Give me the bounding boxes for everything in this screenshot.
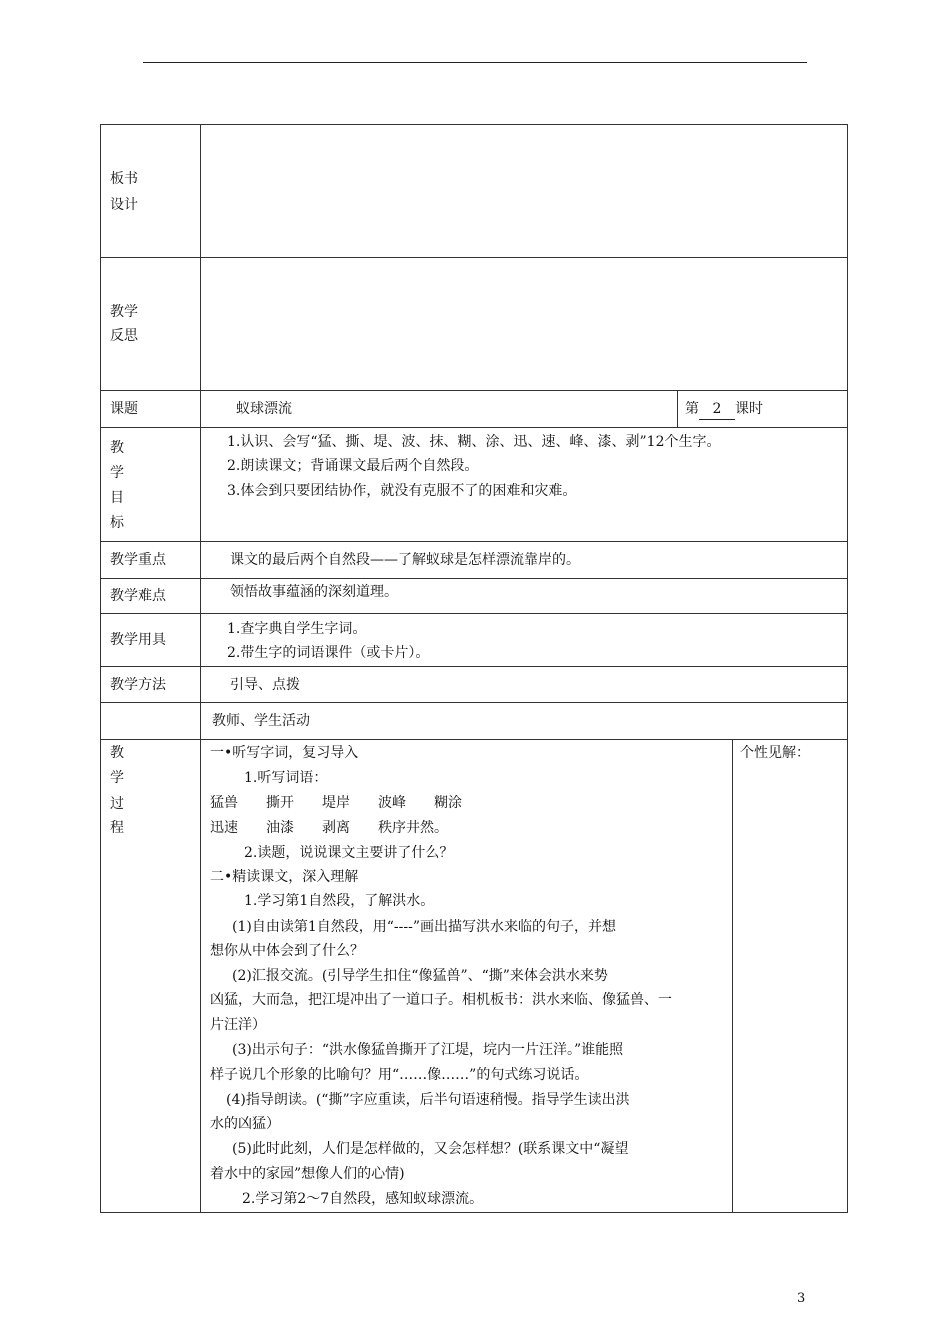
side-notes-label: 个性见解： — [740, 745, 810, 761]
method-value: 引导、点拨 — [230, 677, 300, 693]
goals-label-char: 目 — [110, 490, 124, 506]
process-label-char: 过 — [110, 796, 124, 812]
process-content-cell — [200, 739, 733, 1213]
tool-item: 1.查字典自学生字词。 — [227, 621, 367, 637]
page-number: 3 — [797, 1291, 806, 1306]
process-label-cell — [100, 739, 201, 1213]
difficulty-value: 领悟故事蕴涵的深刻道理。 — [230, 584, 398, 600]
board-label-line2: 设计 — [110, 197, 138, 213]
period-cell — [677, 390, 848, 428]
side-notes-cell — [732, 739, 848, 1213]
goal-item: 2.朗读课文；背诵课文最后两个自然段。 — [227, 458, 479, 474]
activity-header-cell — [200, 702, 848, 740]
tools-content-cell — [200, 613, 848, 667]
reflection-label-line2: 反思 — [110, 328, 138, 344]
process-line: (1)自由读第1自然段，用“----”画出描写洪水来临的句子，并想 — [232, 919, 616, 935]
process-line: (2)汇报交流。(引导学生扣住“像猛兽”、“撕”来体会洪水来势 — [232, 968, 608, 984]
method-label-cell — [100, 666, 201, 703]
process-line: 着水中的家园”想像人们的心情) — [210, 1166, 405, 1182]
process-label-char: 程 — [110, 820, 124, 836]
goal-item: 1.认识、会写“猛、撕、堤、波、抹、糊、涂、迅、速、峰、漆、剥”12个生字。 — [227, 434, 721, 450]
topic-label: 课题 — [110, 401, 138, 417]
topic-label-cell — [100, 390, 201, 428]
process-line: 2.学习第2～7自然段，感知蚁球漂流。 — [242, 1191, 484, 1207]
process-line: 想你从中体会到了什么？ — [210, 943, 364, 959]
process-line: 二•精读课文，深入理解 — [210, 869, 359, 885]
board-label-cell — [100, 124, 201, 258]
process-line: (3)出示句子：“洪水像猛兽撕开了江堤，垸内一片汪洋。”谁能照 — [232, 1042, 624, 1058]
process-line: 迅速 油漆 剥离 秩序井然。 — [210, 820, 448, 836]
process-line: (4)指导朗读。(“撕”字应重读，后半句语速稍慢。指导学生读出洪 — [226, 1092, 630, 1108]
board-content-cell — [200, 124, 848, 258]
activity-blank-cell — [100, 702, 201, 740]
goals-content-cell — [200, 427, 848, 542]
goals-label-char: 教 — [110, 440, 124, 456]
tools-label-cell — [100, 613, 201, 667]
difficulty-value-cell — [200, 578, 848, 614]
goals-label-char: 学 — [110, 465, 124, 481]
reflection-content-cell — [200, 257, 848, 391]
activity-header: 教师、学生活动 — [212, 713, 310, 729]
process-line: 片汪洋） — [210, 1017, 266, 1033]
board-label-line1: 板书 — [110, 171, 138, 187]
process-line: 1.听写词语： — [244, 770, 328, 786]
process-line: 水的凶猛） — [210, 1116, 280, 1132]
reflection-label-cell — [100, 257, 201, 391]
process-label-char: 教 — [110, 745, 124, 761]
tool-item: 2.带生字的词语课件（或卡片）。 — [227, 645, 430, 661]
method-label: 教学方法 — [110, 677, 166, 693]
reflection-label-line1: 教学 — [110, 304, 138, 320]
period-number: 2 — [699, 399, 735, 420]
header-rule — [143, 62, 807, 63]
keypoint-value-cell — [200, 541, 848, 579]
keypoint-label: 教学重点 — [110, 552, 166, 568]
tools-label: 教学用具 — [110, 632, 166, 648]
process-label-char: 学 — [110, 770, 124, 786]
process-line: 1.学习第1自然段，了解洪水。 — [244, 893, 435, 909]
process-line: 2.读题，说说课文主要讲了什么？ — [244, 845, 454, 861]
goals-label-cell — [100, 427, 201, 542]
period-label — [685, 399, 763, 420]
topic-value: 蚁球漂流 — [236, 401, 292, 417]
period-suffix: 课时 — [735, 401, 763, 417]
difficulty-label-cell — [100, 578, 201, 614]
topic-value-cell — [200, 390, 678, 428]
keypoint-value: 课文的最后两个自然段——了解蚁球是怎样漂流靠岸的。 — [230, 552, 580, 568]
difficulty-label: 教学难点 — [110, 588, 166, 604]
keypoint-label-cell — [100, 541, 201, 579]
process-line: 样子说几个形象的比喻句？用“……像……”的句式练习说话。 — [210, 1067, 589, 1083]
process-line: 猛兽 撕开 堤岸 波峰 糊涂 — [210, 795, 462, 811]
goal-item: 3.体会到只要团结协作，就没有克服不了的困难和灾难。 — [227, 483, 577, 499]
process-line: 一•听写字词，复习导入 — [210, 745, 359, 761]
method-value-cell — [200, 666, 848, 703]
process-line: 凶猛，大而急，把江堤冲出了一道口子。相机板书：洪水来临、像猛兽、一 — [210, 992, 672, 1008]
process-line: (5)此时此刻，人们是怎样做的，又会怎样想？(联系课文中“凝望 — [232, 1141, 629, 1157]
period-prefix: 第 — [685, 401, 699, 417]
goals-label-char: 标 — [110, 515, 124, 531]
